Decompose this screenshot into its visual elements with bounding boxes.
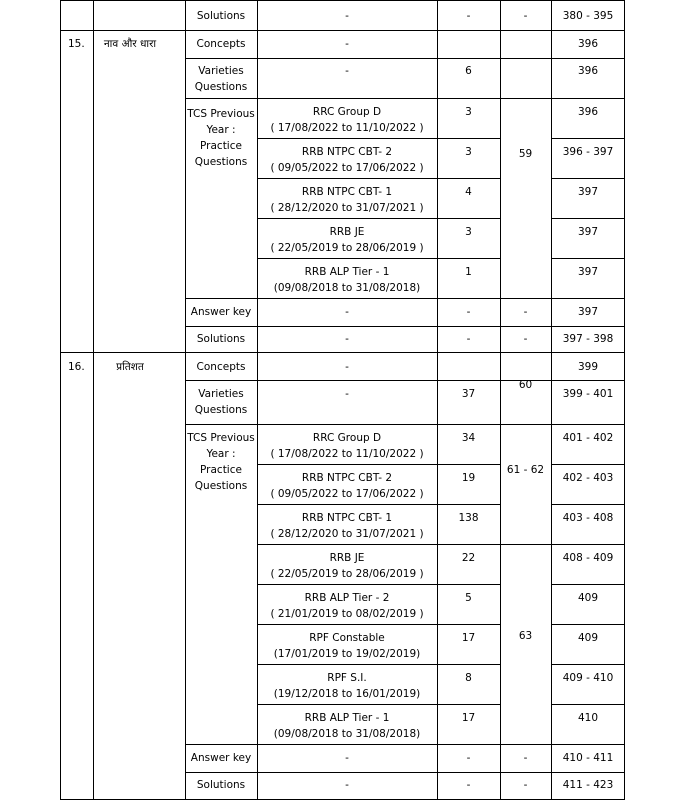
row-rule: [257, 218, 500, 219]
count-cell: 37: [461, 388, 476, 400]
desc-cell: -: [345, 38, 349, 50]
desc-cell: -: [345, 10, 349, 22]
solutions-label: Solutions: [196, 333, 246, 345]
row-rule: [500, 544, 551, 545]
column-rule: [437, 0, 438, 800]
count-cell: 17: [461, 632, 476, 644]
tcs-label: Year :: [206, 448, 236, 460]
row-rule: [257, 138, 500, 139]
exam-name: RRB NTPC CBT- 2: [301, 472, 393, 484]
exam-name: RRB ALP Tier - 1: [304, 712, 390, 724]
count-cell: -: [466, 752, 471, 764]
exam-dates: ( 22/05/2019 to 28/06/2019 ): [270, 242, 424, 254]
count-cell: -: [466, 779, 471, 791]
pages-cell: 408 - 409: [562, 552, 614, 564]
row-rule: [257, 464, 500, 465]
row-rule: [551, 138, 625, 139]
row-rule: [551, 584, 625, 585]
count-cell: 8: [465, 672, 472, 684]
solutions-label: Solutions: [196, 779, 246, 791]
exam-name: RRB JE: [329, 226, 365, 238]
row-rule: [551, 218, 625, 219]
exam-dates: ( 22/05/2019 to 28/06/2019 ): [270, 568, 424, 580]
section-topic: प्रतिशत: [116, 361, 144, 373]
pages-cell: 396: [577, 106, 599, 118]
row-rule: [185, 744, 625, 745]
row-rule: [551, 664, 625, 665]
count-cell: 4: [465, 186, 472, 198]
pages-cell: 402 - 403: [562, 472, 614, 484]
exam-name: RPF S.I.: [327, 672, 367, 684]
row-rule: [257, 504, 500, 505]
exam-dates: ( 09/05/2022 to 17/06/2022 ): [270, 162, 424, 174]
pages-cell: 410: [577, 712, 599, 724]
pages-cell: 401 - 402: [562, 432, 614, 444]
extra-cell: -: [523, 779, 528, 791]
row-rule: [257, 584, 500, 585]
desc-cell: -: [345, 333, 349, 345]
concepts-label: Concepts: [196, 361, 246, 373]
row-rule: [551, 258, 625, 259]
solutions-label: Solutions: [196, 10, 246, 22]
extra-cell: -: [523, 752, 528, 764]
pages-cell: 409 - 410: [562, 672, 614, 684]
extra-cell: -: [523, 306, 528, 318]
section-number: 15.: [68, 38, 85, 50]
pages-cell: 411 - 423: [562, 779, 614, 791]
pages-cell: 397: [577, 306, 599, 318]
tcs-label: Questions: [194, 156, 248, 168]
row-rule: [60, 352, 625, 353]
varieties-label: Questions: [194, 404, 248, 416]
section-topic: नाव और धारा: [103, 38, 157, 50]
tcs-label: Questions: [194, 480, 248, 492]
extra-cell: -: [523, 333, 528, 345]
tcs-label: Practice: [200, 464, 242, 476]
column-rule: [551, 0, 552, 800]
row-rule: [257, 624, 500, 625]
row-rule: [437, 98, 500, 99]
desc-cell: -: [345, 752, 349, 764]
exam-dates: ( 21/01/2019 to 08/02/2019 ): [270, 608, 424, 620]
count-cell: 1: [465, 266, 472, 278]
exam-name: RPF Constable: [309, 632, 385, 644]
exam-dates: (17/01/2019 to 19/02/2019): [273, 648, 421, 660]
row-rule: [257, 664, 500, 665]
exam-dates: (09/08/2018 to 31/08/2018): [273, 282, 421, 294]
pages-cell: 397: [577, 226, 599, 238]
row-rule: [185, 58, 437, 59]
row-rule: [257, 544, 500, 545]
count-cell: -: [466, 333, 471, 345]
row-rule: [551, 178, 625, 179]
exam-name: RRB NTPC CBT- 1: [301, 512, 393, 524]
exam-dates: ( 28/12/2020 to 31/07/2021 ): [270, 528, 424, 540]
row-rule: [551, 544, 625, 545]
merged-cell: 59: [518, 148, 533, 160]
count-cell: 3: [465, 146, 472, 158]
row-rule: [185, 424, 625, 425]
row-rule: [500, 98, 625, 99]
count-cell: 138: [458, 512, 479, 524]
exam-dates: (09/08/2018 to 31/08/2018): [273, 728, 421, 740]
tcs-label: TCS Previous: [187, 432, 255, 444]
count-cell: 3: [465, 106, 472, 118]
row-rule: [185, 326, 625, 327]
pages-cell: 397: [577, 186, 599, 198]
exam-name: RRB JE: [329, 552, 365, 564]
desc-cell: -: [345, 388, 349, 400]
varieties-label: Varieties: [198, 65, 244, 77]
row-rule: [437, 58, 500, 59]
tcs-label: Year :: [206, 124, 236, 136]
column-rule: [93, 0, 94, 800]
merged-cell: 63: [518, 630, 533, 642]
extra-cell: -: [523, 10, 528, 22]
row-rule: [185, 380, 437, 381]
exam-dates: ( 28/12/2020 to 31/07/2021 ): [270, 202, 424, 214]
pages-cell: 403 - 408: [562, 512, 614, 524]
column-rule: [500, 0, 501, 800]
merged-cell: 61 - 62: [506, 464, 545, 476]
pages-cell: 409: [577, 592, 599, 604]
pages-cell: 410 - 411: [562, 752, 614, 764]
row-rule: [437, 380, 500, 381]
merged-cell: 60: [518, 379, 533, 391]
exam-dates: ( 17/08/2022 to 11/10/2022 ): [270, 448, 424, 460]
row-rule: [500, 58, 625, 59]
pages-cell: 380 - 395: [562, 10, 614, 22]
pages-cell: 396: [577, 38, 599, 50]
pages-cell: 409: [577, 632, 599, 644]
row-rule: [185, 98, 437, 99]
section-number: 16.: [68, 361, 85, 373]
exam-name: RRB NTPC CBT- 1: [301, 186, 393, 198]
row-rule: [551, 624, 625, 625]
exam-name: RRB ALP Tier - 2: [304, 592, 390, 604]
row-rule: [257, 258, 500, 259]
row-rule: [551, 704, 625, 705]
row-rule: [257, 178, 500, 179]
count-cell: 6: [465, 65, 472, 77]
pages-cell: 397: [577, 266, 599, 278]
row-rule: [551, 504, 625, 505]
pages-cell: 396: [577, 65, 599, 77]
answer-key-label: Answer key: [190, 306, 252, 318]
exam-dates: (19/12/2018 to 16/01/2019): [273, 688, 421, 700]
pages-cell: 396 - 397: [562, 146, 614, 158]
exam-name: RRC Group D: [312, 432, 382, 444]
count-cell: 22: [461, 552, 476, 564]
count-cell: 5: [465, 592, 472, 604]
tcs-label: Practice: [200, 140, 242, 152]
row-rule: [185, 298, 625, 299]
column-rule: [257, 0, 258, 800]
desc-cell: -: [345, 65, 349, 77]
pages-cell: 397 - 398: [562, 333, 614, 345]
row-rule: [437, 298, 500, 299]
exam-dates: ( 17/08/2022 to 11/10/2022 ): [270, 122, 424, 134]
column-rule: [185, 0, 186, 800]
desc-cell: -: [345, 306, 349, 318]
row-rule: [60, 0, 625, 1]
count-cell: 3: [465, 226, 472, 238]
row-rule: [551, 464, 625, 465]
row-rule: [60, 30, 625, 31]
exam-dates: ( 09/05/2022 to 17/06/2022 ): [270, 488, 424, 500]
desc-cell: -: [345, 779, 349, 791]
tcs-label: TCS Previous: [187, 108, 255, 120]
count-cell: 19: [461, 472, 476, 484]
row-rule: [185, 772, 625, 773]
exam-name: RRC Group D: [312, 106, 382, 118]
count-cell: -: [466, 10, 471, 22]
pages-cell: 399: [577, 361, 599, 373]
count-cell: 34: [461, 432, 476, 444]
pages-cell: 399 - 401: [562, 388, 614, 400]
exam-name: RRB NTPC CBT- 2: [301, 146, 393, 158]
count-cell: -: [466, 306, 471, 318]
concepts-label: Concepts: [196, 38, 246, 50]
count-cell: 17: [461, 712, 476, 724]
varieties-label: Varieties: [198, 388, 244, 400]
exam-name: RRB ALP Tier - 1: [304, 266, 390, 278]
varieties-label: Questions: [194, 81, 248, 93]
row-rule: [257, 704, 500, 705]
desc-cell: -: [345, 361, 349, 373]
answer-key-label: Answer key: [190, 752, 252, 764]
